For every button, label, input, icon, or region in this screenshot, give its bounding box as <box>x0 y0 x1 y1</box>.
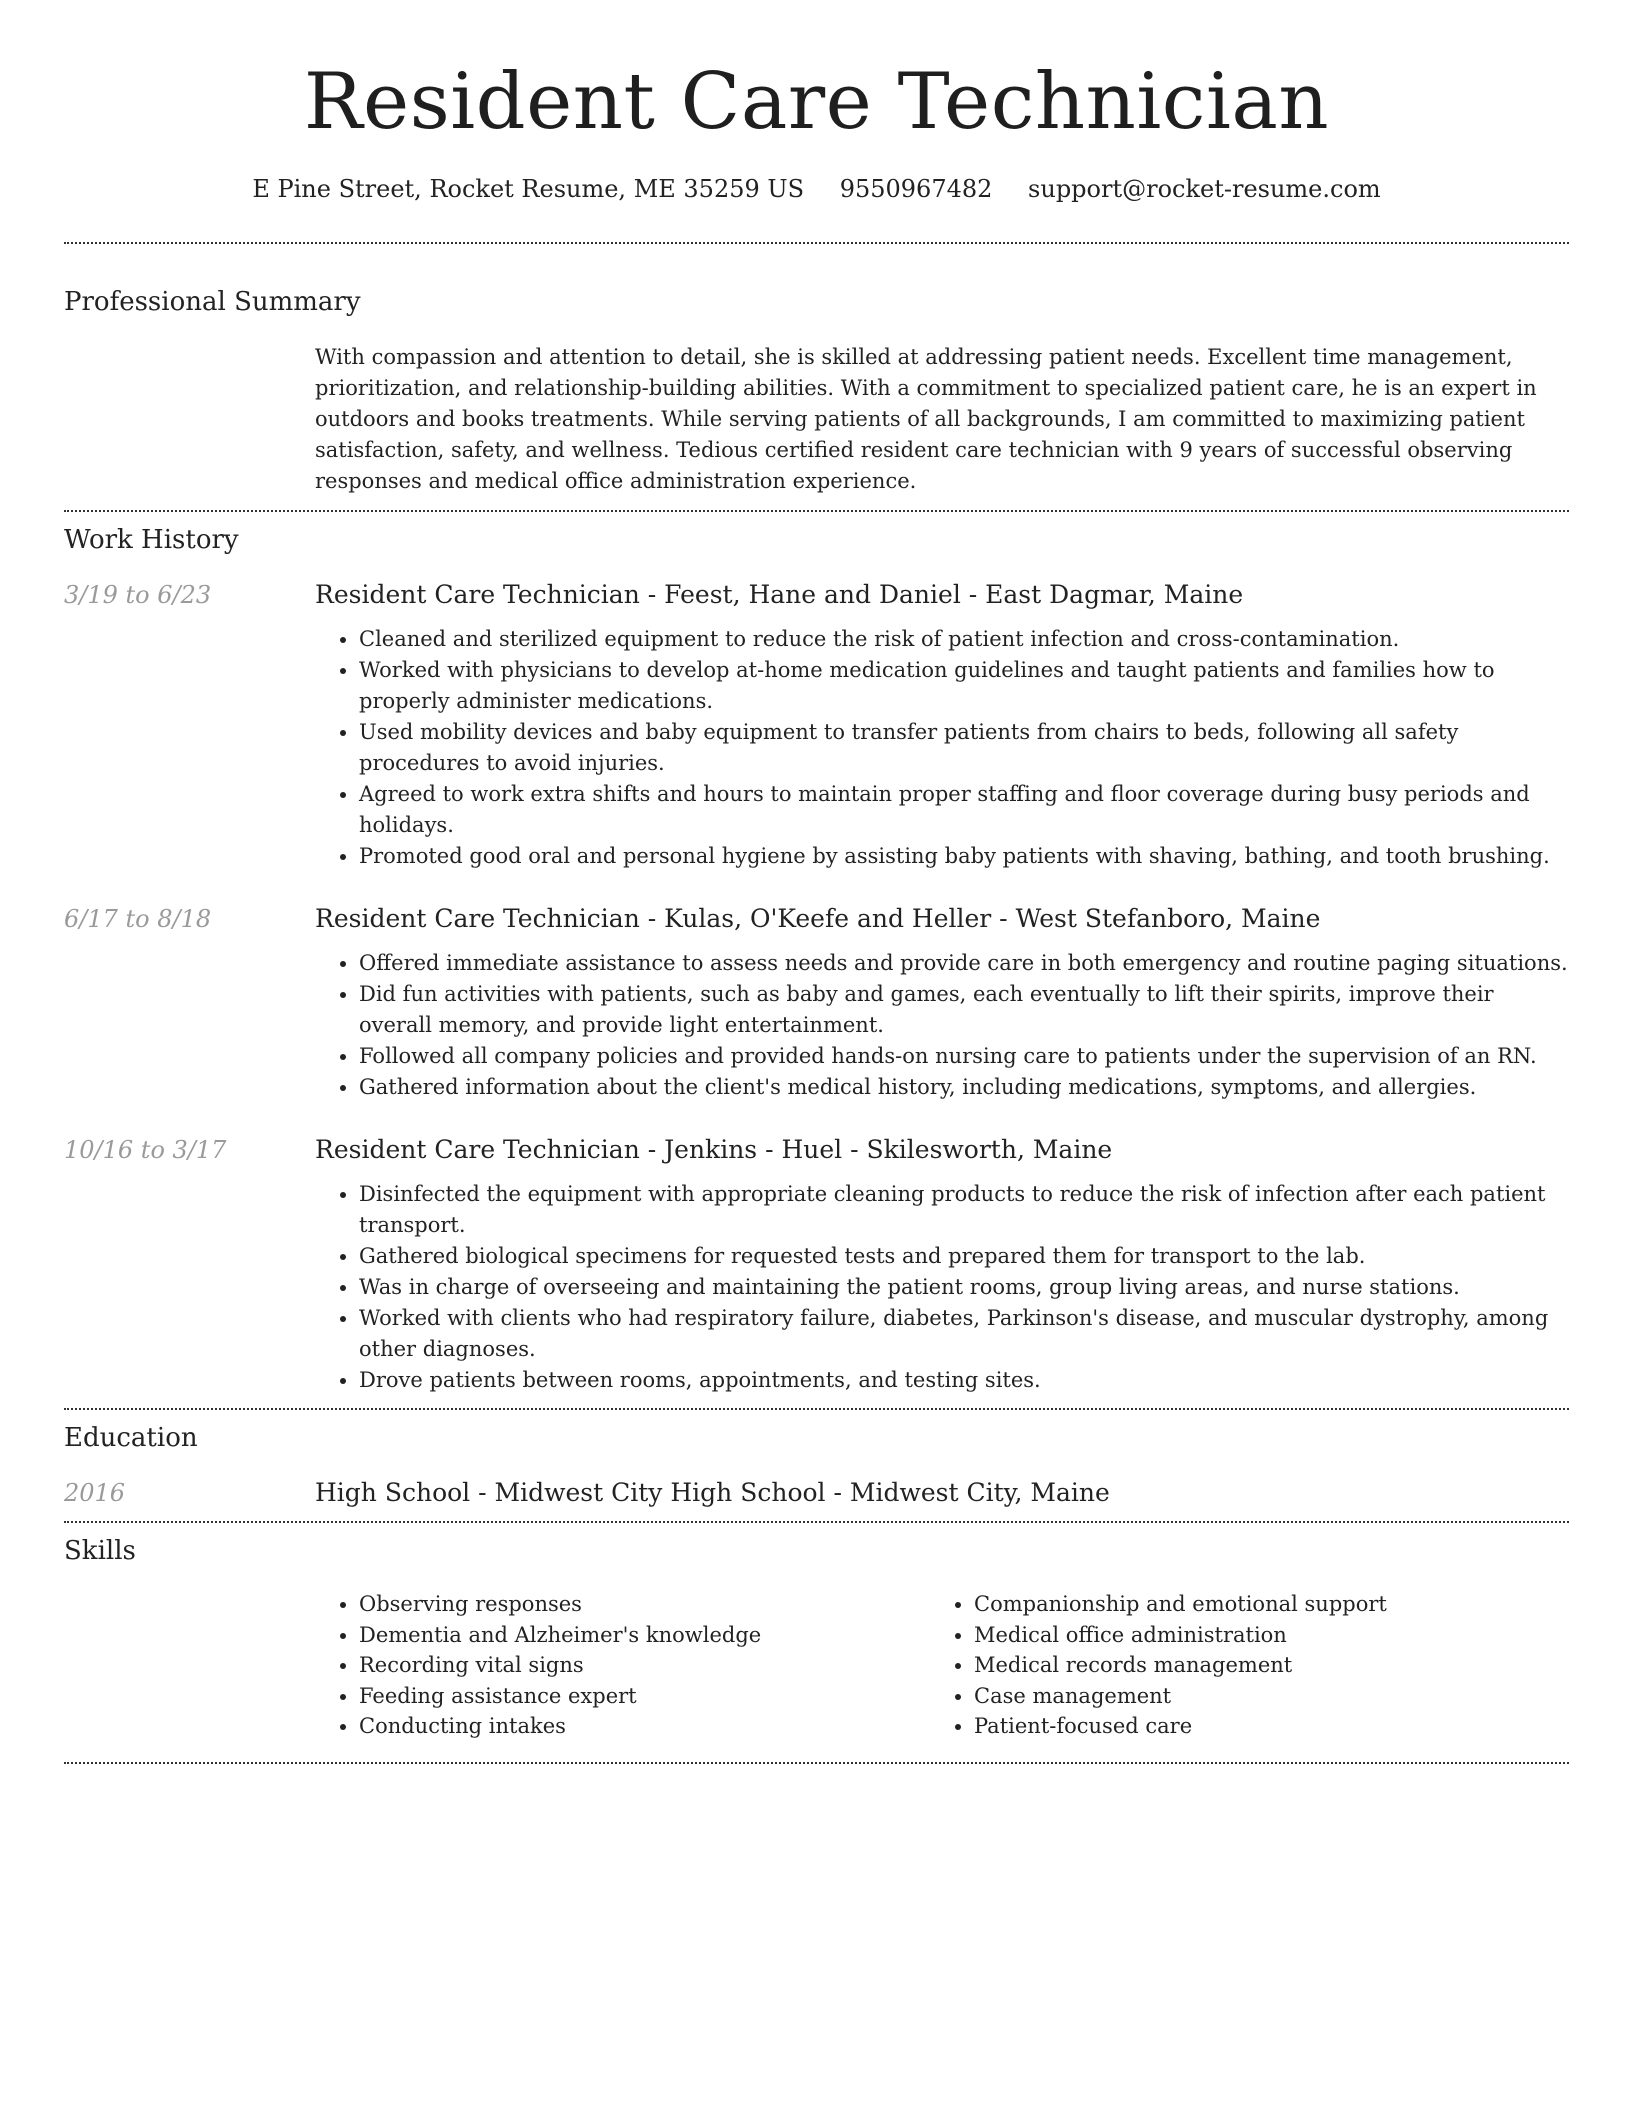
job-dates: 10/16 to 3/17 <box>64 1136 227 1164</box>
contact-email: support@rocket-resume.com <box>1028 175 1381 203</box>
job-bullet: • Agreed to work extra shifts and hours to maintain proper staffing and floor coverage during busy periods and holidays. <box>359 779 1569 841</box>
job-bullets <box>315 1179 1569 1396</box>
skills-column-left <box>315 1589 930 1742</box>
summary-title: Professional Summary <box>64 287 361 317</box>
resume-page <box>64 0 1569 1764</box>
job-bullet: • Cleaned and sterilized equipment to reduce the risk of patient infection and cross-contamination. <box>359 624 1569 655</box>
skills-title: Skills <box>64 1536 136 1566</box>
section-divider <box>64 1521 1569 1523</box>
skill-item: • Feeding assistance expert <box>359 1681 930 1712</box>
job-entry <box>64 902 1569 1103</box>
job-bullet: • Used mobility devices and baby equipment to transfer patients from chairs to beds, following all safety procedures to avoid injuries. <box>359 717 1569 779</box>
job-bullets <box>315 624 1569 872</box>
job-bullet: • Gathered biological specimens for requested tests and prepared them for transport to the lab. <box>359 1241 1569 1272</box>
job-bullet: • Worked with physicians to develop at-home medication guidelines and taught patients and families how to properly administer medications. <box>359 655 1569 717</box>
education-heading: High School - Midwest City High School - Midwest City, Maine <box>315 1478 1110 1507</box>
job-entry <box>64 578 1569 872</box>
education-entry <box>64 1476 1569 1510</box>
job-bullet: • Followed all company policies and provided hands-on nursing care to patients under the supervision of an RN. <box>359 1041 1569 1072</box>
education-date: 2016 <box>64 1479 126 1507</box>
job-bullet: • Was in charge of overseeing and maintaining the patient rooms, group living areas, and nurse stations. <box>359 1272 1569 1303</box>
job-bullet: • Drove patients between rooms, appointments, and testing sites. <box>359 1365 1569 1396</box>
job-dates: 3/19 to 6/23 <box>64 581 212 609</box>
job-heading: Resident Care Technician - Jenkins - Huel - Skilesworth, Maine <box>315 1135 1113 1164</box>
summary-text: With compassion and attention to detail, she is skilled at addressing patient needs. Excellent time management, prioritization, and relationship-building abilities. With a commitment to specialized patient care, he is an expert in outdoors and books treatments. While serving patients of all backgrounds, I am committed to maximizing patient satisfaction, safety, and wellness. Tedious certified resident care technician with 9 years of successful observing responses and medical office administration experience. <box>315 345 1537 493</box>
job-bullets <box>315 948 1569 1103</box>
job-bullet: • Offered immediate assistance to assess needs and provide care in both emergency and routine paging situations. <box>359 948 1569 979</box>
contact-phone: 9550967482 <box>839 175 993 203</box>
resume-name: Resident Care Technician <box>303 57 1330 147</box>
section-divider <box>64 242 1569 244</box>
job-dates: 6/17 to 8/18 <box>64 905 212 933</box>
job-heading: Resident Care Technician - Kulas, O'Keefe and Heller - West Stefanboro, Maine <box>315 904 1321 933</box>
education-title: Education <box>64 1423 198 1453</box>
job-entry <box>64 1133 1569 1396</box>
skills-column-right <box>930 1589 1545 1742</box>
skill-item: • Medical records management <box>974 1650 1545 1681</box>
contact-address: E Pine Street, Rocket Resume, ME 35259 US <box>252 175 805 203</box>
work-history-title: Work History <box>64 525 239 555</box>
skill-item: • Case management <box>974 1681 1545 1712</box>
skill-item: • Patient-focused care <box>974 1711 1545 1742</box>
job-heading: Resident Care Technician - Feest, Hane and Daniel - East Dagmar, Maine <box>315 580 1244 609</box>
contact-line <box>64 172 1569 206</box>
skill-item: • Medical office administration <box>974 1620 1545 1651</box>
skills-list <box>315 1589 1569 1742</box>
skill-item: • Companionship and emotional support <box>974 1589 1545 1620</box>
skill-item: • Observing responses <box>359 1589 930 1620</box>
job-bullet: • Worked with clients who had respiratory failure, diabetes, Parkinson's disease, and muscular dystrophy, among other diagnoses. <box>359 1303 1569 1365</box>
job-bullet: • Did fun activities with patients, such as baby and games, each eventually to lift their spirits, improve their overall memory, and provide light entertainment. <box>359 979 1569 1041</box>
section-divider <box>64 510 1569 512</box>
skill-item: • Conducting intakes <box>359 1711 930 1742</box>
section-divider <box>64 1408 1569 1410</box>
skill-item: • Dementia and Alzheimer's knowledge <box>359 1620 930 1651</box>
job-bullet: • Gathered information about the client's medical history, including medications, symptoms, and allergies. <box>359 1072 1569 1103</box>
section-divider <box>64 1762 1569 1764</box>
job-bullet: • Disinfected the equipment with appropriate cleaning products to reduce the risk of infection after each patient transport. <box>359 1179 1569 1241</box>
skill-item: • Recording vital signs <box>359 1650 930 1681</box>
job-bullet: • Promoted good oral and personal hygiene by assisting baby patients with shaving, bathing, and tooth brushing. <box>359 841 1569 872</box>
